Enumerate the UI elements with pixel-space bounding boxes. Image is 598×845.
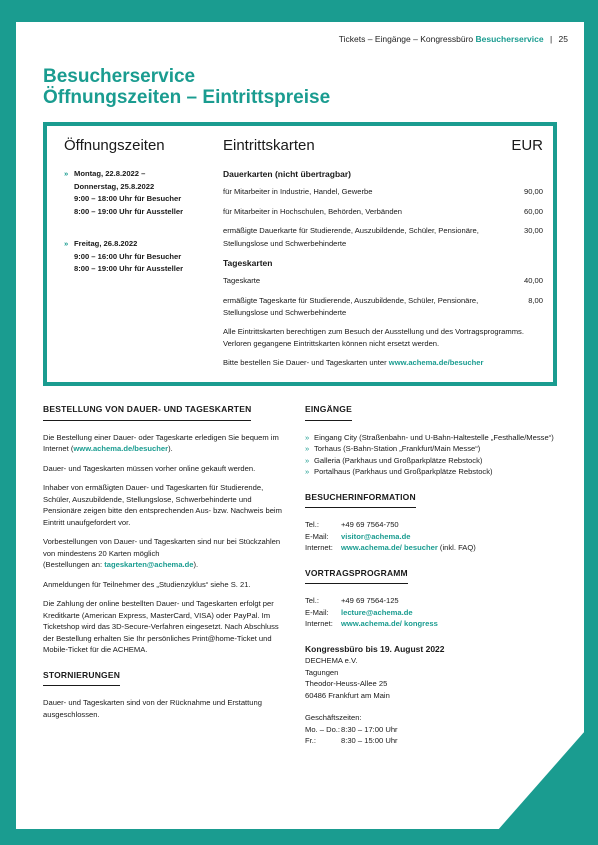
address-line: Tagungen	[305, 667, 339, 677]
bullet-icon: »	[305, 444, 310, 453]
price-row	[223, 186, 543, 199]
price-row	[223, 295, 543, 320]
contact-row: Tel.: +49 69 7564-750	[305, 520, 399, 529]
header-separator: |	[549, 34, 553, 44]
bullet-icon: »	[305, 467, 310, 476]
right-column	[305, 404, 565, 747]
opening-item	[64, 168, 214, 218]
address-line: 60486 Frankfurt am Main	[305, 690, 390, 700]
price-value: 60,00	[523, 206, 543, 216]
price-label: ermäßigte Tageskarte für Studierende, Auszubildende, Schüler, Pensionäre, Stellungslose und Schwerbehinderte	[223, 295, 479, 317]
price-label: für Mitarbeiter in Hochschulen, Behörden, Verbänden	[223, 206, 402, 216]
price-row	[223, 225, 543, 250]
bestellung-paragraph: Die Bestellung einer Dauer- oder Tageskarte erledigen Sie bequem im Internet (www.achema.de/besucher).	[43, 432, 279, 453]
running-header	[339, 34, 568, 44]
price-row	[223, 206, 543, 219]
opening-heading: Öffnungszeiten	[64, 137, 165, 154]
price-value: 30,00	[523, 226, 543, 235]
kongress-web-link[interactable]: www.achema.de/ kongress	[341, 619, 438, 628]
price-value: 8,00	[528, 295, 543, 305]
price-row	[223, 275, 543, 288]
entrance-item: » Eingang City (Straßenbahn- und U-Bahn-Haltestelle „Festhalle/Messe“)	[305, 432, 554, 442]
tickets-column	[223, 137, 543, 369]
opening-item	[64, 238, 214, 276]
bestellung-paragraph: Vorbestellungen von Dauer- und Tageskarten sind nur bei Stückzahlen von mindestens 20 Karten möglich (Bestellungen an: tageskarten@achema.de).	[43, 537, 281, 569]
price-value: 90,00	[523, 187, 543, 196]
bullet-icon: »	[64, 239, 69, 248]
hours-heading: Geschäftszeiten:	[305, 713, 362, 722]
entrance-item: » Galleria (Parkhaus und Großparkplätze Rebstock)	[305, 455, 483, 465]
header-section: Besucherservice	[475, 34, 544, 44]
storno-paragraph: Dauer- und Tageskarten sind von der Rücknahme und Erstattung ausgeschlossen.	[43, 698, 262, 719]
kongress-heading: Kongressbüro bis 19. August 2022	[305, 643, 445, 654]
opening-date: Donnerstag, 25.8.2022	[74, 181, 155, 191]
title-line-1: Besucherservice	[43, 66, 196, 87]
entrance-item: » Portalhaus (Parkhaus und Großparkplätze Rebstock)	[305, 467, 493, 476]
price-value: 40,00	[523, 276, 543, 285]
address-line: DECHEMA e.V.	[305, 656, 358, 665]
opening-date: Montag, 22.8.2022 –	[74, 169, 146, 178]
bullet-icon: »	[305, 455, 310, 465]
price-label: Tageskarte	[223, 276, 261, 285]
left-column	[43, 404, 288, 728]
opening-hours: 9:00 – 18:00 Uhr für Besucher	[74, 194, 182, 203]
price-label: für Mitarbeiter in Industrie, Handel, Gewerbe	[223, 187, 373, 196]
currency-label: EUR	[511, 137, 543, 154]
bestellung-paragraph: Anmeldungen für Teilnehmer des „Studienzyklus“ siehe S. 21.	[43, 579, 251, 589]
hours-row: Fr.: 8:30 – 15:00 Uhr	[305, 736, 398, 745]
title-line-2: Öffnungszeiten – Eintrittspreise	[43, 87, 331, 108]
contact-row: E-Mail: visitor@achema.de	[305, 531, 411, 541]
besucher-link[interactable]: www.achema.de/besucher	[73, 444, 169, 453]
vortrag-heading: VORTRAGSPROGRAMM	[305, 568, 408, 585]
opening-date: Freitag, 26.8.2022	[74, 239, 138, 248]
tages-heading: Tageskarten	[223, 258, 273, 268]
opening-column	[64, 137, 214, 276]
opening-hours: 9:00 – 16:00 Uhr für Besucher	[74, 251, 182, 261]
address-line: Theodor-Heuss-Allee 25	[305, 679, 388, 688]
contact-row: Tel.: +49 69 7564-125	[305, 596, 399, 605]
opening-hours: 8:00 – 19:00 Uhr für Aussteller	[74, 206, 184, 216]
order-line	[223, 357, 543, 370]
opening-hours: 8:00 – 19:00 Uhr für Aussteller	[74, 264, 184, 273]
tickets-heading: Eintrittskarten	[223, 137, 315, 154]
dauer-heading: Dauerkarten (nicht übertragbar)	[223, 169, 351, 179]
tageskarten-email-link[interactable]: tageskarten@achema.de	[104, 560, 194, 569]
page-number: 25	[558, 34, 568, 44]
bullet-icon: »	[305, 432, 310, 442]
bestellung-paragraph: Dauer- und Tageskarten müssen vorher online gekauft werden.	[43, 463, 256, 473]
info-box	[43, 122, 557, 386]
eingaenge-heading: EINGÄNGE	[305, 404, 352, 421]
lecture-email-link[interactable]: lecture@achema.de	[341, 607, 413, 617]
order-link[interactable]: www.achema.de/besucher	[388, 357, 484, 367]
storno-heading: STORNIERUNGEN	[43, 670, 120, 687]
header-crumb: Tickets – Eingänge – Kongressbüro	[338, 34, 474, 44]
visitor-email-link[interactable]: visitor@achema.de	[341, 531, 411, 541]
page-title	[43, 66, 330, 108]
order-prefix: Bitte bestellen Sie Dauer- und Tageskarten unter	[223, 357, 387, 367]
contact-row: Internet: www.achema.de/ kongress	[305, 619, 438, 628]
bestellung-paragraph: Die Zahlung der online bestellten Dauer- und Tageskarten erfolgt per Kreditkarte (American Express, MasterCard, VISA) oder PayPal. Im Ticketshop wird das 3D-Secure-Verfahren eingesetzt. Nach Abschluss der Bestellung erhalten Sie Ihr persönliches Print@home-Ticket und Mobile-Ticket für die ACHEMA.	[43, 599, 279, 654]
entrance-item: » Torhaus (S-Bahn-Station „Frankfurt/Main Messe“)	[305, 444, 481, 453]
besucher-web-link[interactable]: www.achema.de/ besucher	[341, 543, 438, 552]
bullet-icon: »	[64, 169, 69, 178]
price-label: ermäßigte Dauerkarte für Studierende, Auszubildende, Schüler, Pensionäre, Stellungslose und Schwerbehinderte	[223, 226, 479, 248]
contact-row: E-Mail: lecture@achema.de	[305, 607, 413, 617]
bestellung-paragraph: Inhaber von ermäßigten Dauer- und Tageskarten für Studierende, Schüler, Auszubildende, Stellungslose, Schwerbehinderte und Pensionäre zeigen bitte den entsprechenden Aus- bzw. Nachweis beim Eintritt unaufgefordert vor.	[43, 483, 282, 527]
tickets-note: Alle Eintrittskarten berechtigen zum Besuch der Ausstellung und des Vortragsprogramms. Verloren gegangene Eintrittskarten können nicht ersetzt werden.	[223, 326, 524, 348]
besucherinfo-heading: BESUCHERINFORMATION	[305, 492, 416, 509]
contact-row: Internet: www.achema.de/ besucher (inkl. FAQ)	[305, 543, 476, 552]
hours-row: Mo. – Do.: 8:30 – 17:00 Uhr	[305, 724, 398, 734]
bestellung-heading: BESTELLUNG VON DAUER- UND TAGESKARTEN	[43, 404, 251, 421]
